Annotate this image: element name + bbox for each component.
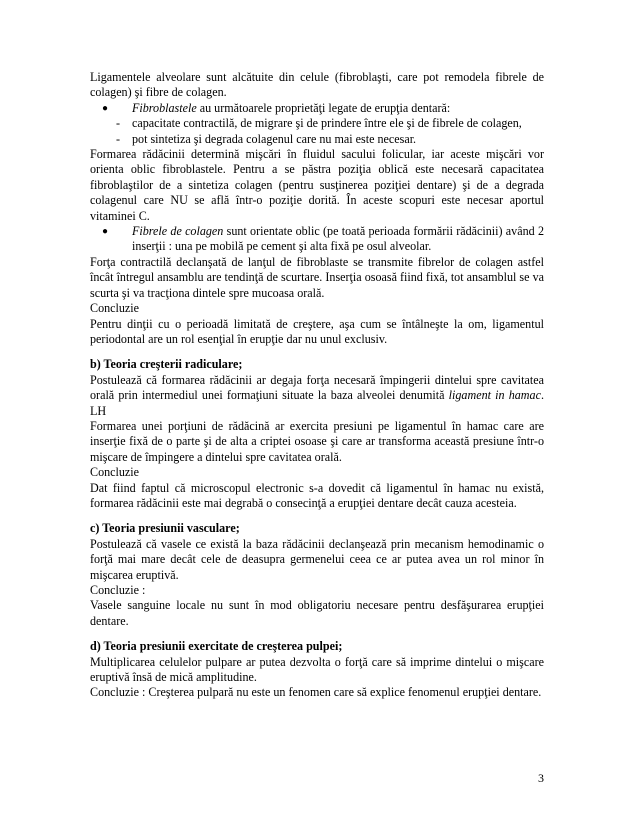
conclusion-text: Concluzie : Creşterea pulpară nu este un fenomen care să explice fenomenul erupţiei dentare.	[90, 685, 542, 700]
dash-item	[90, 116, 544, 131]
section-heading-b: b) Teoria creşterii radiculare;	[90, 357, 243, 372]
section-d-paragraph: Multiplicarea celulelor pulpare ar putea dezvolta o forţă care să imprime dintelui o mişcare eruptivă însă de mică amplitudine.	[90, 654, 544, 685]
section-b-paragraph-2: Formarea unei porţiuni de rădăcină ar exercita presiuni pe ligamentul în hamac care are inserţie fixă de o parte şi de alta a criptei osoase şi care ar transforma această presiune într-o mişcare de împingere a dintelui spre cavitatea orală.	[90, 418, 544, 464]
section-c-paragraph: Postulează că vasele ce există la baza rădăcinii declanşează prin mecanism hemodinamic o forţă mai mare decât cele de deasupra germenelui ceea ce ar putea avea un rol minor în mişcarea eruptivă.	[90, 536, 544, 582]
section-b-paragraph	[90, 373, 544, 419]
conclusion-label: Concluzie	[90, 465, 140, 480]
section-b-tail: . LH	[90, 388, 544, 418]
root-formation-paragraph: Formarea rădăcinii determină mişcări în fluidul sacului folicular, iar aceste mişcări vor orienta oblic fibroblastele. Pentru a se păstra poziţia oblică este necesară capacitatea fibroblaştilor de a sintetiza colagen (pentru susţinerea poziţiei dentare) şi de a degrada colagenul care NU se află într-o poziţie dorită. În aceste scopuri este necesar aportul vitaminei C.	[90, 147, 544, 223]
collagen-text: sunt orientate oblic (pe toată perioada formării rădăcinii) având 2 inserţii : una pe mobilă pe cement şi alta fixă pe osul alveolar.	[132, 224, 544, 254]
page-number: 3	[538, 771, 544, 785]
section-b-text: Postulează că formarea rădăcinii ar degaja forţa necesară împingerii dintelui spre cavitatea orală prin intermediul unei formaţiuni situate la baza alveolei denumită	[90, 372, 544, 403]
dash-icon: -	[116, 131, 121, 146]
conclusion-text: Vasele sanguine locale nu sunt în mod obligatoriu necesare pentru desfăşurarea erupţiei dentare.	[90, 598, 544, 628]
collagen-term: Fibrele de colagen	[132, 224, 224, 239]
conclusion-label: Concluzie	[90, 301, 140, 316]
contractile-force-paragraph: Forţa contractilă declanşată de lanţul de fibroblaste se transmite fibrelor de colagen astfel încât întregul ansamblu are tendinţă de scurtare. Inserţia osoasă fiind fixă, tot ansamblul se va scurta şi va tracţiona dintele spre mucoasa orală.	[90, 254, 544, 300]
section-heading-c: c) Teoria presiunii vasculare;	[90, 521, 240, 536]
bullet-item-collagen-fibers	[90, 224, 544, 255]
conclusion-text: Dat fiind faptul că microscopul electronic s-a dovedit că ligamentul în hamac nu există, formarea rădăcinii este mai degrabă o consecinţă a erupţiei dentare decât cauza acesteia.	[90, 480, 544, 510]
section-heading-d: d) Teoria presiunii exercitate de creşterea pulpei;	[90, 639, 343, 654]
intro-paragraph: Ligamentele alveolare sunt alcătuite din celule (fibroblaşti, care pot remodela fibrele de colagen) şi fibre de colagen.	[90, 70, 544, 100]
fibroblasts-term: Fibroblastele	[132, 100, 197, 115]
bullet-item-fibroblasts	[90, 101, 544, 116]
dash-icon: -	[116, 116, 121, 131]
dash-item-text: pot sintetiza şi degrada colagenul care nu mai este necesar.	[132, 131, 417, 146]
document-page	[90, 70, 544, 701]
dash-item	[90, 132, 544, 147]
bullet-icon: ●	[102, 102, 109, 114]
fibroblasts-text: au următoarele proprietăţi legate de erupţia dentară:	[196, 100, 451, 115]
dash-item-text: capacitate contractilă, de migrare şi de prindere între ele şi de fibrele de colagen,	[132, 116, 522, 131]
bullet-icon: ●	[102, 226, 109, 238]
hammock-ligament-term: ligament in hamac	[448, 388, 541, 403]
conclusion-text: Pentru dinţii cu o perioadă limitată de creştere, aşa cum se întâlneşte la om, ligamentul periodontal are un rol esenţial în erupţie dar nu unul exclusiv.	[90, 316, 544, 346]
conclusion-label: Concluzie :	[90, 583, 146, 597]
